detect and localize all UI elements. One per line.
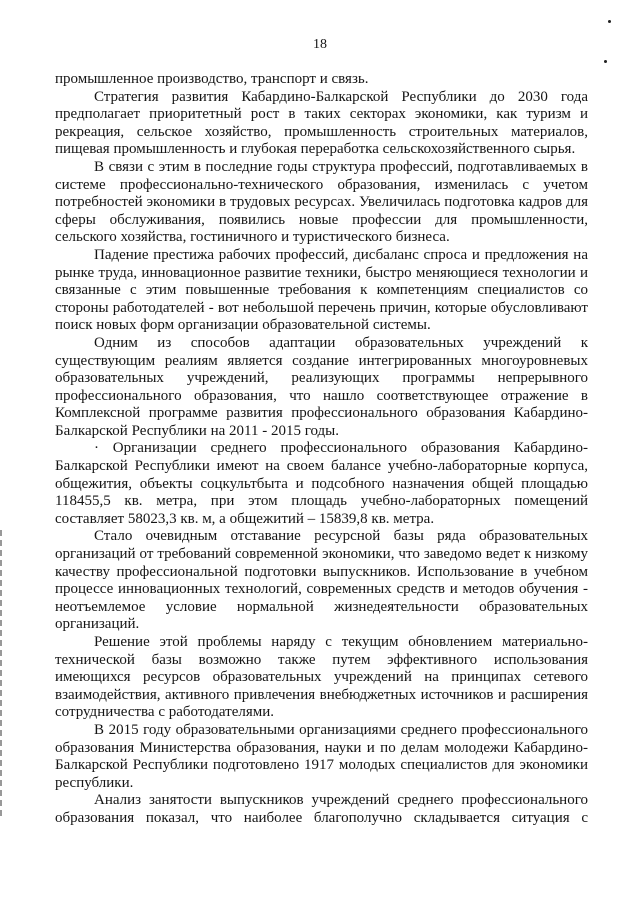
paragraph-resource-lag: Стало очевидным отставание ресурсной базы ряда образовательных организаций от требований современной экономики, что заведомо ведет к низкому качеству профессиональной подготовки выпускников. Использование в учебном процессе инновационных технологий, современных средств и методов обучения - неотъемлемое условие нормальной жизнедеятельности образовательных организаций. <box>55 528 588 633</box>
paragraph-continuation: промышленное производство, транспорт и связь. <box>55 71 369 87</box>
paragraph-employment-analysis: Анализ занятости выпускников учреждений среднего профессионального образования показал, что наиболее благополучно складывается ситуация с <box>55 792 588 826</box>
paragraph-organizations-balance: · Организации среднего профессионального образования Кабардино-Балкарской Республики имеют на своем балансе учебно-лабораторные корпуса, общежития, объекты соцкультбыта и подсобного назначения общей площадью 118455,5 кв. метра, при этом площадь учебно-лабораторных помещений составляет 58023,3 кв. м, а общежитий – 15839,8 кв. метра. <box>55 440 588 527</box>
document-body <box>55 71 588 828</box>
paragraph-solution: Решение этой проблемы наряду с текущим обновлением материально-технической базы возможно также путем эффективного использования имеющихся ресурсов образовательных учреждений на принципах сетевого взаимодействия, активного привлечения внебюджетных источников и расширения сотрудничества с работодателями. <box>55 634 588 721</box>
scan-mark-right <box>604 60 607 63</box>
scan-mark-top <box>608 20 611 23</box>
paragraph-strategy: Стратегия развития Кабардино-Балкарской Республики до 2030 года предполагает приоритетный рост в таких секторах экономики, как туризм и рекреация, сельское хозяйство, промышленность строительных материалов, пищевая промышленность и глубокая переработка сельскохозяйственного сырья. <box>55 88 588 158</box>
paragraph-graduates-2015: В 2015 году образовательными организациями среднего профессионального образования Министерства образования, науки и по делам молодежи Кабардино-Балкарской Республики подготовлено 1917 молодых специалистов для экономики республики. <box>55 721 588 791</box>
scan-edge-artifact <box>0 530 2 820</box>
page-number: 18 <box>313 37 327 52</box>
paragraph-adaptation: Одним из способов адаптации образовательных учреждений к существующим реалиям является создание интегрированных многоуровневых образовательных учреждений, реализующих программы непрерывного профессионального образования, что нашло соответствующее отражение в Комплексной программе развития профессионального образования Кабардино-Балкарской Республики на 2011 - 2015 годы. <box>55 334 588 439</box>
paragraph-professions-structure: В связи с этим в последние годы структура профессий, подготавливаемых в системе профессионально-технического образования, изменилась с учетом потребностей экономики в трудовых ресурсах. Увеличилась подготовка кадров для сферы обслуживания, появились новые профессии для промышленности, сельского хозяйства, гостиничного и туристического бизнеса. <box>55 158 588 246</box>
paragraph-prestige-decline: Падение престижа рабочих профессий, дисбаланс спроса и предложения на рынке труда, инновационное развитие техники, быстро меняющиеся технологии и связанные с этим повышенные требования к компетенциям специалистов со стороны работодателей - вот небольшой перечень причин, которые обусловливают поиск новых форм организации образовательной системы. <box>55 246 588 334</box>
